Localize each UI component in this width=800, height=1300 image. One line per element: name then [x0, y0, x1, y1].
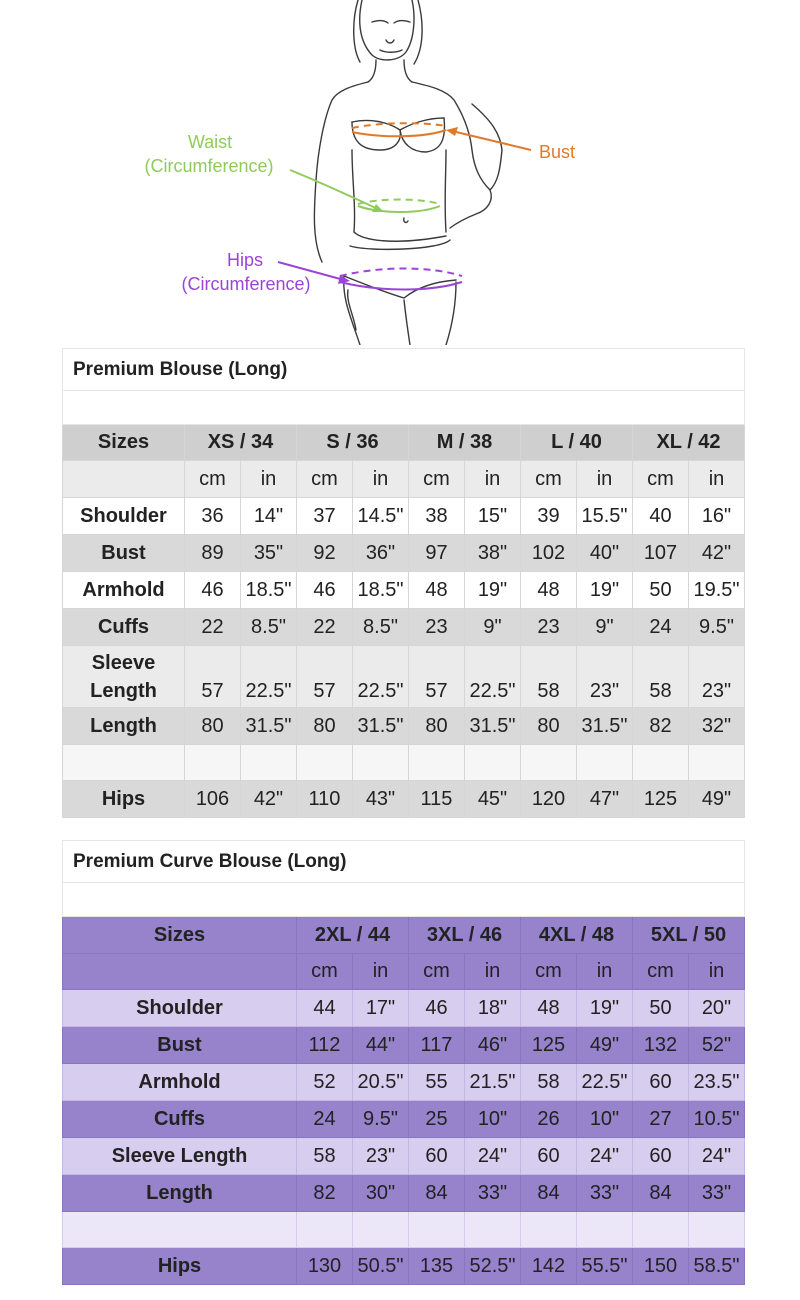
value-cell: 19.5" — [689, 572, 745, 609]
unit-cell: in — [465, 461, 521, 498]
value-cell: 60 — [409, 1138, 465, 1175]
units-row-label — [63, 954, 297, 990]
empty-cell — [521, 745, 577, 781]
spacer-row — [63, 883, 745, 917]
value-cell: 48 — [409, 572, 465, 609]
table-row — [63, 609, 745, 646]
value-cell: 19" — [465, 572, 521, 609]
value-cell: 80 — [185, 708, 241, 745]
empty-cell — [465, 745, 521, 781]
value-cell: 102 — [521, 535, 577, 572]
value-cell: 135 — [409, 1248, 465, 1285]
hips-label: Hips — [226, 250, 263, 270]
value-cell: 9.5" — [353, 1101, 409, 1138]
value-cell: 106 — [185, 781, 241, 818]
table-title: Premium Curve Blouse (Long) — [63, 841, 745, 883]
value-cell: 24" — [577, 1138, 633, 1175]
table-row — [63, 708, 745, 745]
value-cell: 46 — [185, 572, 241, 609]
value-cell: 9" — [577, 609, 633, 646]
size-header: S / 36 — [297, 425, 409, 461]
value-cell: 33" — [577, 1175, 633, 1212]
value-cell: 50.5" — [353, 1248, 409, 1285]
value-cell: 15" — [465, 498, 521, 535]
size-header: 4XL / 48 — [521, 917, 633, 954]
value-cell: 48 — [521, 990, 577, 1027]
value-cell: 40 — [633, 498, 689, 535]
unit-cell: cm — [297, 461, 353, 498]
value-cell: 60 — [633, 1064, 689, 1101]
row-label: Bust — [63, 1027, 297, 1064]
unit-cell: cm — [297, 954, 353, 990]
value-cell: 39 — [521, 498, 577, 535]
empty-cell — [297, 745, 353, 781]
value-cell: 60 — [633, 1138, 689, 1175]
value-cell: 97 — [409, 535, 465, 572]
row-label: Length — [63, 1175, 297, 1212]
value-cell: 45" — [465, 781, 521, 818]
value-cell: 26 — [521, 1101, 577, 1138]
unit-cell: cm — [633, 461, 689, 498]
value-cell: 44 — [297, 990, 353, 1027]
empty-cell — [465, 1212, 521, 1248]
value-cell: 84 — [521, 1175, 577, 1212]
value-cell: 23" — [577, 646, 633, 708]
value-cell: 16" — [689, 498, 745, 535]
spacer-row — [63, 391, 745, 425]
value-cell: 36" — [353, 535, 409, 572]
value-cell: 9" — [465, 609, 521, 646]
value-cell: 32" — [689, 708, 745, 745]
unit-cell: in — [465, 954, 521, 990]
value-cell: 44" — [353, 1027, 409, 1064]
value-cell: 17" — [353, 990, 409, 1027]
unit-cell: in — [689, 954, 745, 990]
table-row — [63, 1248, 745, 1285]
value-cell: 84 — [633, 1175, 689, 1212]
value-cell: 46" — [465, 1027, 521, 1064]
row-label: Hips — [63, 781, 185, 818]
value-cell: 52.5" — [465, 1248, 521, 1285]
value-cell: 36 — [185, 498, 241, 535]
waist-label: Waist — [187, 132, 233, 152]
value-cell: 31.5" — [353, 708, 409, 745]
sizes-header: Sizes — [63, 917, 297, 954]
value-cell: 33" — [465, 1175, 521, 1212]
value-cell: 8.5" — [241, 609, 297, 646]
hips-sublabel: (Circumference) — [181, 274, 311, 294]
size-chart-premium-blouse — [62, 348, 745, 818]
value-cell: 23" — [353, 1138, 409, 1175]
unit-cell: cm — [521, 461, 577, 498]
value-cell: 50 — [633, 572, 689, 609]
table-row — [63, 745, 745, 781]
table-row — [63, 1027, 745, 1064]
value-cell: 14.5" — [353, 498, 409, 535]
value-cell: 115 — [409, 781, 465, 818]
value-cell: 24" — [689, 1138, 745, 1175]
value-cell: 142 — [521, 1248, 577, 1285]
empty-cell — [633, 1212, 689, 1248]
row-label: Bust — [63, 535, 185, 572]
value-cell: 82 — [297, 1175, 353, 1212]
value-cell: 52 — [297, 1064, 353, 1101]
empty-cell — [63, 1212, 297, 1248]
size-header: XL / 42 — [633, 425, 745, 461]
value-cell: 9.5" — [689, 609, 745, 646]
value-cell: 43" — [353, 781, 409, 818]
empty-cell — [577, 745, 633, 781]
table-row — [63, 498, 745, 535]
sizes-header: Sizes — [63, 425, 185, 461]
unit-cell: in — [577, 461, 633, 498]
value-cell: 50 — [633, 990, 689, 1027]
value-cell: 130 — [297, 1248, 353, 1285]
value-cell: 18" — [465, 990, 521, 1027]
value-cell: 19" — [577, 990, 633, 1027]
table-row — [63, 572, 745, 609]
value-cell: 46 — [409, 990, 465, 1027]
table-row — [63, 646, 745, 708]
value-cell: 58.5" — [689, 1248, 745, 1285]
row-label: Sleeve Length — [63, 1138, 297, 1175]
value-cell: 60 — [521, 1138, 577, 1175]
row-label: Shoulder — [63, 498, 185, 535]
waist-sublabel: (Circumference) — [144, 156, 274, 176]
value-cell: 80 — [297, 708, 353, 745]
unit-cell: in — [689, 461, 745, 498]
value-cell: 52" — [689, 1027, 745, 1064]
value-cell: 27 — [633, 1101, 689, 1138]
value-cell: 47" — [577, 781, 633, 818]
value-cell: 24 — [633, 609, 689, 646]
table-row — [63, 1138, 745, 1175]
value-cell: 23" — [689, 646, 745, 708]
value-cell: 31.5" — [465, 708, 521, 745]
size-header: XS / 34 — [185, 425, 297, 461]
size-chart-premium-curve-blouse — [62, 840, 745, 1285]
value-cell: 92 — [297, 535, 353, 572]
value-cell: 38" — [465, 535, 521, 572]
empty-cell — [353, 745, 409, 781]
value-cell: 82 — [633, 708, 689, 745]
unit-cell: cm — [409, 954, 465, 990]
value-cell: 48 — [521, 572, 577, 609]
value-cell: 23 — [521, 609, 577, 646]
row-label: Length — [63, 708, 185, 745]
value-cell: 112 — [297, 1027, 353, 1064]
value-cell: 58 — [297, 1138, 353, 1175]
value-cell: 42" — [689, 535, 745, 572]
value-cell: 80 — [521, 708, 577, 745]
value-cell: 120 — [521, 781, 577, 818]
value-cell: 40" — [577, 535, 633, 572]
table-row — [63, 781, 745, 818]
value-cell: 58 — [521, 646, 577, 708]
size-header: 2XL / 44 — [297, 917, 409, 954]
row-label: Armhold — [63, 572, 185, 609]
value-cell: 22.5" — [353, 646, 409, 708]
value-cell: 107 — [633, 535, 689, 572]
unit-cell: in — [577, 954, 633, 990]
empty-cell — [185, 745, 241, 781]
value-cell: 10" — [577, 1101, 633, 1138]
value-cell: 38 — [409, 498, 465, 535]
size-header: 5XL / 50 — [633, 917, 745, 954]
value-cell: 23 — [409, 609, 465, 646]
value-cell: 37 — [297, 498, 353, 535]
value-cell: 15.5" — [577, 498, 633, 535]
value-cell: 117 — [409, 1027, 465, 1064]
value-cell: 58 — [633, 646, 689, 708]
unit-cell: in — [241, 461, 297, 498]
value-cell: 14" — [241, 498, 297, 535]
value-cell: 57 — [409, 646, 465, 708]
row-label: Cuffs — [63, 1101, 297, 1138]
value-cell: 22 — [185, 609, 241, 646]
empty-cell — [689, 745, 745, 781]
value-cell: 18.5" — [241, 572, 297, 609]
table-row — [63, 1101, 745, 1138]
value-cell: 80 — [409, 708, 465, 745]
row-label: Shoulder — [63, 990, 297, 1027]
value-cell: 8.5" — [353, 609, 409, 646]
value-cell: 110 — [297, 781, 353, 818]
value-cell: 150 — [633, 1248, 689, 1285]
value-cell: 55 — [409, 1064, 465, 1101]
value-cell: 49" — [577, 1027, 633, 1064]
value-cell: 31.5" — [577, 708, 633, 745]
table-row — [63, 1212, 745, 1248]
value-cell: 25 — [409, 1101, 465, 1138]
value-cell: 35" — [241, 535, 297, 572]
unit-cell: cm — [521, 954, 577, 990]
empty-cell — [689, 1212, 745, 1248]
empty-cell — [633, 745, 689, 781]
body-outline-illustration — [0, 0, 800, 345]
value-cell: 20" — [689, 990, 745, 1027]
unit-cell: in — [353, 954, 409, 990]
row-label: Armhold — [63, 1064, 297, 1101]
value-cell: 18.5" — [353, 572, 409, 609]
row-label: Cuffs — [63, 609, 185, 646]
value-cell: 57 — [297, 646, 353, 708]
unit-cell: cm — [409, 461, 465, 498]
value-cell: 132 — [633, 1027, 689, 1064]
value-cell: 22.5" — [241, 646, 297, 708]
value-cell: 30" — [353, 1175, 409, 1212]
bust-label: Bust — [538, 142, 576, 162]
size-header: L / 40 — [521, 425, 633, 461]
value-cell: 33" — [689, 1175, 745, 1212]
unit-cell: in — [353, 461, 409, 498]
value-cell: 22 — [297, 609, 353, 646]
value-cell: 125 — [633, 781, 689, 818]
empty-cell — [521, 1212, 577, 1248]
size-header: 3XL / 46 — [409, 917, 521, 954]
value-cell: 58 — [521, 1064, 577, 1101]
value-cell: 84 — [409, 1175, 465, 1212]
value-cell: 31.5" — [241, 708, 297, 745]
empty-cell — [63, 745, 185, 781]
unit-cell: cm — [633, 954, 689, 990]
empty-cell — [297, 1212, 353, 1248]
value-cell: 46 — [297, 572, 353, 609]
value-cell: 10" — [465, 1101, 521, 1138]
value-cell: 89 — [185, 535, 241, 572]
table-row — [63, 535, 745, 572]
value-cell: 24 — [297, 1101, 353, 1138]
value-cell: 55.5" — [577, 1248, 633, 1285]
value-cell: 20.5" — [353, 1064, 409, 1101]
empty-cell — [577, 1212, 633, 1248]
table-row — [63, 1175, 745, 1212]
measurement-figure — [0, 0, 800, 345]
units-row-label — [63, 461, 185, 498]
row-label: Sleeve Length — [63, 646, 185, 708]
value-cell: 21.5" — [465, 1064, 521, 1101]
value-cell: 10.5" — [689, 1101, 745, 1138]
empty-cell — [409, 1212, 465, 1248]
empty-cell — [409, 745, 465, 781]
value-cell: 49" — [689, 781, 745, 818]
size-header: M / 38 — [409, 425, 521, 461]
unit-cell: cm — [185, 461, 241, 498]
empty-cell — [353, 1212, 409, 1248]
table-row — [63, 990, 745, 1027]
empty-cell — [241, 745, 297, 781]
value-cell: 24" — [465, 1138, 521, 1175]
value-cell: 125 — [521, 1027, 577, 1064]
value-cell: 23.5" — [689, 1064, 745, 1101]
value-cell: 22.5" — [577, 1064, 633, 1101]
value-cell: 22.5" — [465, 646, 521, 708]
value-cell: 19" — [577, 572, 633, 609]
row-label: Hips — [63, 1248, 297, 1285]
value-cell: 42" — [241, 781, 297, 818]
table-title: Premium Blouse (Long) — [63, 349, 745, 391]
value-cell: 57 — [185, 646, 241, 708]
table-row — [63, 1064, 745, 1101]
